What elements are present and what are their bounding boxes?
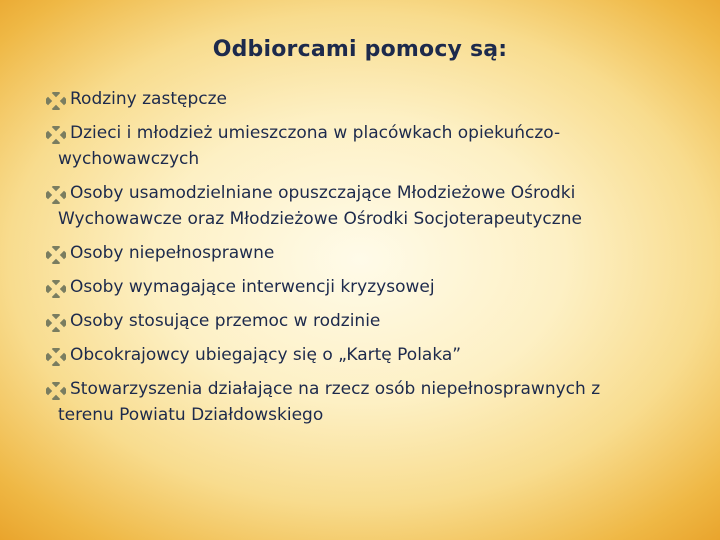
diamond-bullet-icon: [46, 348, 66, 366]
list-item-text: Osoby wymagające interwencji kryzysowej: [70, 277, 435, 297]
diamond-bullet-icon: [46, 314, 66, 332]
diamond-bullet-icon: [46, 382, 66, 400]
diamond-bullet-icon: [46, 126, 66, 144]
diamond-bullet-icon: [46, 280, 66, 298]
diamond-bullet-icon: [46, 186, 66, 204]
list-item-text-continued: wychowawczych: [58, 149, 200, 169]
slide-title: Odbiorcami pomocy są:: [212, 36, 508, 62]
list-item: [46, 274, 696, 300]
list-item-text: Osoby niepełnosprawne: [70, 243, 275, 263]
list-item-text: Osoby usamodzielniane opuszczające Młodzieżowe Ośrodki: [70, 183, 576, 203]
recipients-list: [46, 86, 696, 428]
list-item-text: Osoby stosujące przemoc w rodzinie: [70, 311, 381, 331]
list-item: [46, 342, 696, 368]
diamond-bullet-icon: [46, 92, 66, 110]
list-item: [46, 376, 696, 428]
list-item: [46, 180, 696, 232]
list-item: [46, 86, 696, 112]
list-item: [46, 308, 696, 334]
list-item-text-continued: terenu Powiatu Działdowskiego: [58, 405, 324, 425]
list-item-text: Stowarzyszenia działające na rzecz osób niepełnosprawnych z: [70, 379, 601, 399]
diamond-bullet-icon: [46, 246, 66, 264]
list-item-text-continued: Wychowawcze oraz Młodzieżowe Ośrodki Socjoterapeutyczne: [58, 209, 582, 229]
list-item-text: Rodziny zastępcze: [70, 89, 227, 109]
list-item: [46, 240, 696, 266]
list-item: [46, 120, 696, 172]
list-item-text: Dzieci i młodzież umieszczona w placówkach opiekuńczo-: [70, 123, 561, 143]
list-item-text: Obcokrajowcy ubiegający się o „Kartę Polaka”: [70, 345, 462, 365]
